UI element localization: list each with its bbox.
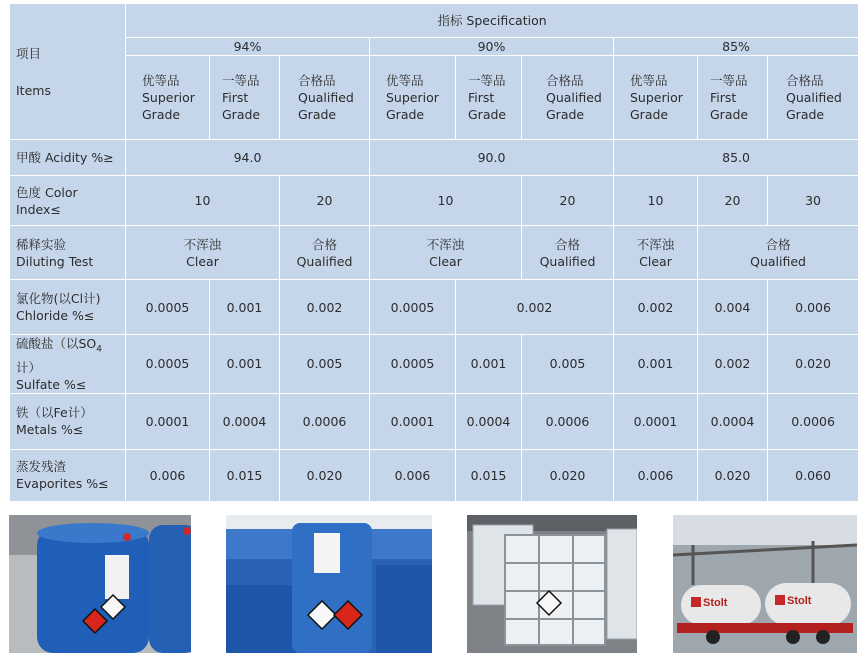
cell-metals: 0.0004 bbox=[456, 393, 522, 449]
cell-chloride: 0.002 bbox=[280, 280, 370, 335]
conc-header-85: 85% bbox=[614, 38, 859, 56]
cell-color: 20 bbox=[698, 176, 768, 226]
cell-evaporites: 0.015 bbox=[210, 449, 280, 501]
cell-metals: 0.0001 bbox=[126, 393, 210, 449]
cell-dilute-clear: 不浑浊 Clear bbox=[126, 226, 280, 280]
row-label-acidity: 甲酸 Acidity %≥ bbox=[10, 140, 126, 176]
cell-evaporites: 0.006 bbox=[614, 449, 698, 501]
cell-chloride: 0.004 bbox=[698, 280, 768, 335]
tanker-truck-photo bbox=[673, 515, 857, 653]
cell-chloride: 0.0005 bbox=[370, 280, 456, 335]
cell-color: 20 bbox=[280, 176, 370, 226]
cell-metals: 0.0001 bbox=[614, 393, 698, 449]
jerrycan-photo bbox=[226, 515, 432, 653]
tanker-logo-text: Stolt bbox=[703, 597, 728, 609]
grade-superior: 优等品 Superior Grade bbox=[126, 56, 210, 140]
cell-sulfate: 0.0005 bbox=[126, 335, 210, 394]
cell-sulfate: 0.020 bbox=[768, 335, 859, 394]
table-row bbox=[10, 176, 859, 226]
items-label-en: Items bbox=[16, 82, 51, 98]
conc-header-94: 94% bbox=[126, 38, 370, 56]
cell-color: 10 bbox=[614, 176, 698, 226]
row-label-metals: 铁（以Fe计） Metals %≤ bbox=[10, 393, 126, 449]
cell-color: 20 bbox=[522, 176, 614, 226]
cell-metals: 0.0004 bbox=[210, 393, 280, 449]
cell-evaporites: 0.006 bbox=[370, 449, 456, 501]
cell-chloride: 0.002 bbox=[456, 280, 614, 335]
cell-metals: 0.0006 bbox=[768, 393, 859, 449]
cell-sulfate: 0.005 bbox=[280, 335, 370, 394]
cell-sulfate: 0.002 bbox=[698, 335, 768, 394]
cell-chloride: 0.001 bbox=[210, 280, 280, 335]
cell-metals: 0.0004 bbox=[698, 393, 768, 449]
cell-evaporites: 0.015 bbox=[456, 449, 522, 501]
items-label-zh: 项目 bbox=[16, 45, 42, 61]
cell-evaporites: 0.020 bbox=[522, 449, 614, 501]
specification-table bbox=[9, 3, 859, 502]
cell-metals: 0.0006 bbox=[280, 393, 370, 449]
ibc-tank-photo bbox=[467, 515, 637, 653]
cell-metals: 0.0001 bbox=[370, 393, 456, 449]
row-label-color: 色度 Color Index≤ bbox=[10, 176, 126, 226]
grade-first: 一等品 First Grade bbox=[210, 56, 280, 140]
cell-dilute-clear: 不浑浊 Clear bbox=[370, 226, 522, 280]
cell-chloride: 0.006 bbox=[768, 280, 859, 335]
grade-qualified: 合格品 Qualified Grade bbox=[768, 56, 859, 140]
grade-qualified: 合格品 Qualified Grade bbox=[280, 56, 370, 140]
table-row bbox=[10, 335, 859, 394]
table-row bbox=[10, 393, 859, 449]
row-label-evaporites: 蒸发残渣 Evaporites %≤ bbox=[10, 449, 126, 501]
cell-dilute-qualified: 合格 Qualified bbox=[522, 226, 614, 280]
cell-color: 30 bbox=[768, 176, 859, 226]
cell-chloride: 0.002 bbox=[614, 280, 698, 335]
cell-metals: 0.0006 bbox=[522, 393, 614, 449]
cell-evaporites: 0.060 bbox=[768, 449, 859, 501]
row-label-dilute: 稀释实验 Diluting Test bbox=[10, 226, 126, 280]
cell-evaporites: 0.020 bbox=[280, 449, 370, 501]
items-header bbox=[10, 4, 126, 140]
cell-dilute-qualified: 合格 Qualified bbox=[280, 226, 370, 280]
conc-header-90: 90% bbox=[370, 38, 614, 56]
cell-sulfate: 0.0005 bbox=[370, 335, 456, 394]
row-label-chloride: 氯化物(以Cl计) Chloride %≤ bbox=[10, 280, 126, 335]
cell-acidity-90: 90.0 bbox=[370, 140, 614, 176]
cell-sulfate: 0.001 bbox=[456, 335, 522, 394]
cell-sulfate: 0.001 bbox=[614, 335, 698, 394]
cell-color: 10 bbox=[126, 176, 280, 226]
tanker-logo-text: Stolt bbox=[787, 595, 812, 607]
drum-photo bbox=[9, 515, 191, 653]
cell-chloride: 0.0005 bbox=[126, 280, 210, 335]
table-row bbox=[10, 140, 859, 176]
cell-dilute-qualified: 合格 Qualified bbox=[698, 226, 859, 280]
cell-evaporites: 0.006 bbox=[126, 449, 210, 501]
cell-acidity-94: 94.0 bbox=[126, 140, 370, 176]
cell-sulfate: 0.005 bbox=[522, 335, 614, 394]
spec-header: 指标 Specification bbox=[126, 4, 859, 38]
grade-first: 一等品 First Grade bbox=[698, 56, 768, 140]
cell-sulfate: 0.001 bbox=[210, 335, 280, 394]
table-row bbox=[10, 449, 859, 501]
grade-first: 一等品 First Grade bbox=[456, 56, 522, 140]
table-row bbox=[10, 280, 859, 335]
cell-acidity-85: 85.0 bbox=[614, 140, 859, 176]
grade-superior: 优等品 Superior Grade bbox=[370, 56, 456, 140]
row-label-sulfate: 硫酸盐（以$SO_4$计） Sulfate %≤ bbox=[10, 335, 126, 394]
grade-superior: 优等品 Superior Grade bbox=[614, 56, 698, 140]
grade-qualified: 合格品 Qualified Grade bbox=[522, 56, 614, 140]
table-row bbox=[10, 226, 859, 280]
cell-evaporites: 0.020 bbox=[698, 449, 768, 501]
cell-color: 10 bbox=[370, 176, 522, 226]
cell-dilute-clear: 不浑浊 Clear bbox=[614, 226, 698, 280]
